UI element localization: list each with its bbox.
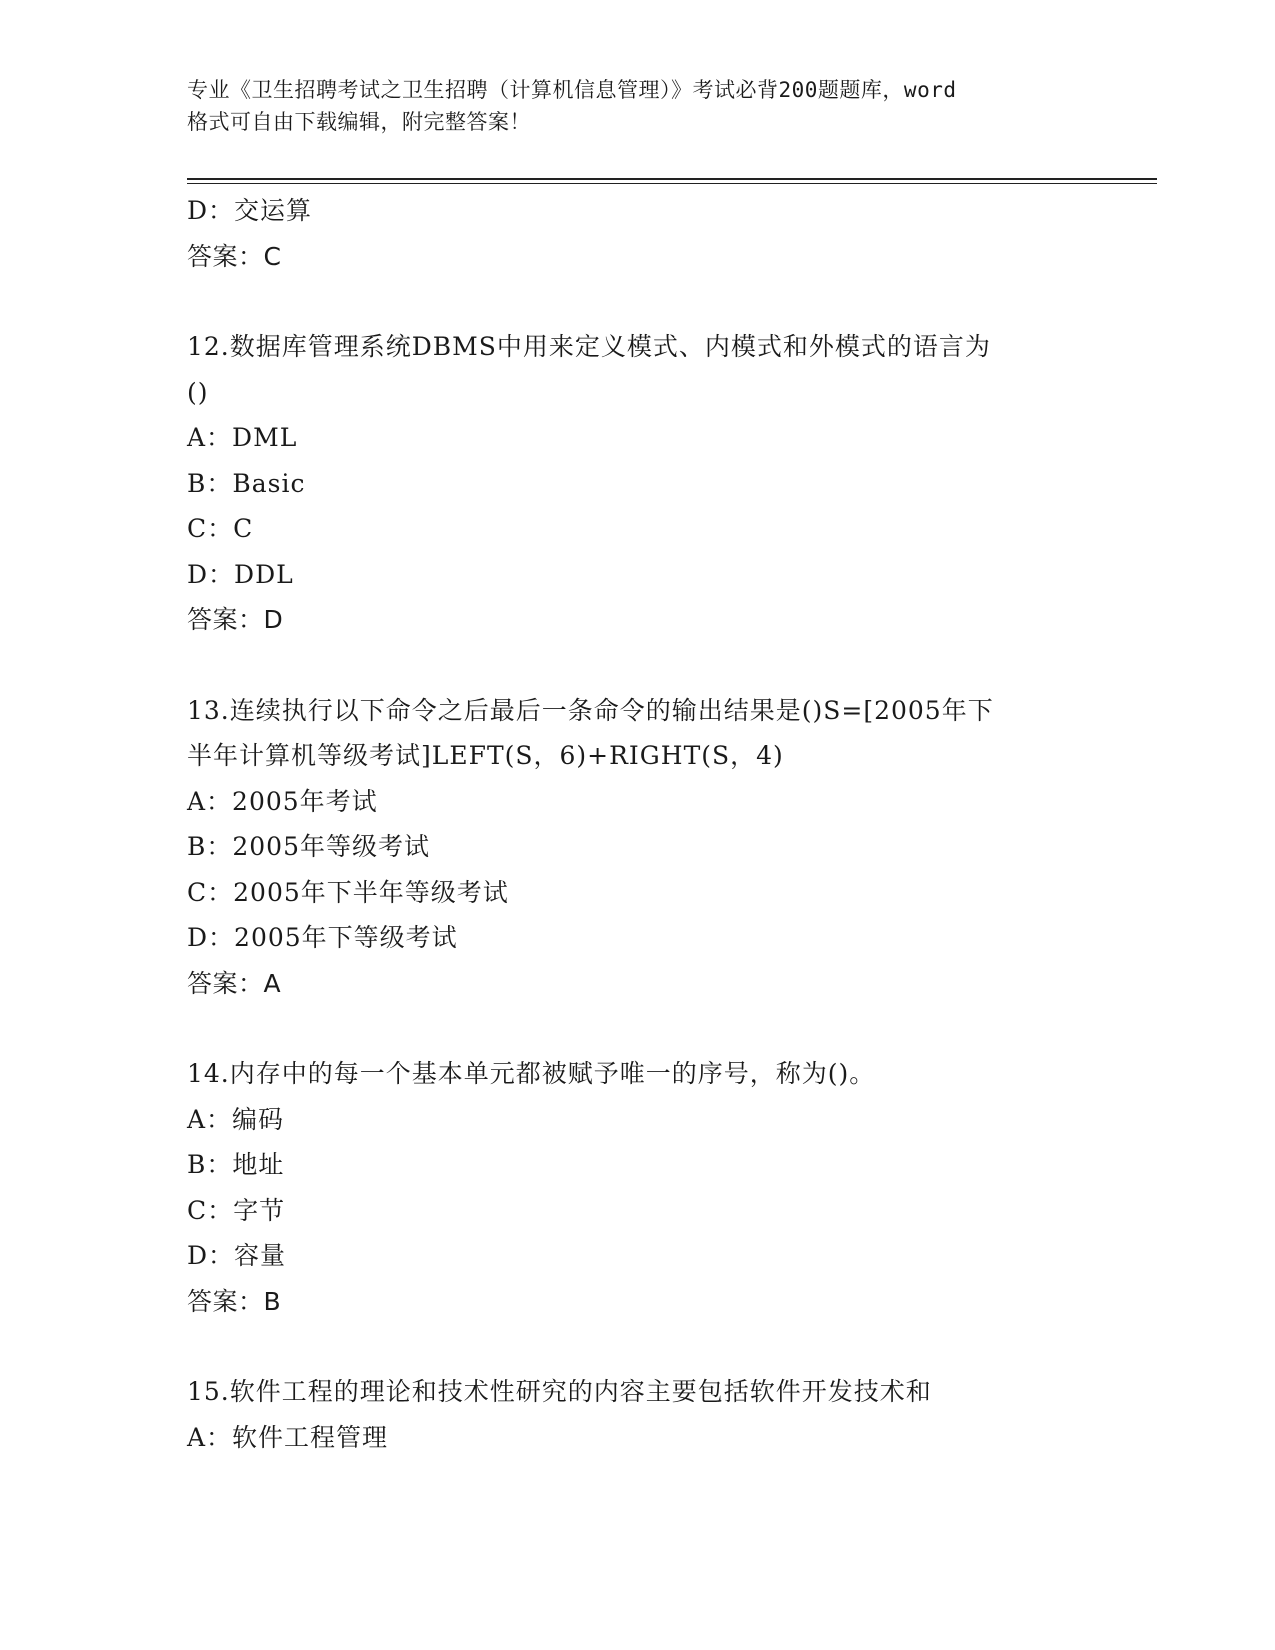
answer-label: 答案：D bbox=[187, 605, 284, 634]
question-stem: 14.内存中的每一个基本单元都被赋予唯一的序号，称为()。 bbox=[187, 1059, 876, 1088]
option-a: A：DML bbox=[187, 423, 298, 452]
option-d: D：交运算 bbox=[187, 196, 313, 225]
question-13 bbox=[187, 688, 1087, 1007]
question-12 bbox=[187, 324, 1087, 643]
question-stem: 13.连续执行以下命令之后最后一条命令的输出结果是()S=[2005年下 bbox=[187, 695, 994, 725]
option-b: B：2005年等级考试 bbox=[187, 832, 430, 861]
option-d: D：容量 bbox=[187, 1241, 287, 1270]
question-stem-continued: () bbox=[187, 377, 209, 407]
header-title-line-2: 格式可自由下载编辑，附完整答案！ bbox=[187, 110, 531, 134]
option-c: C：C bbox=[187, 514, 254, 543]
answer-label: 答案：B bbox=[187, 1286, 282, 1316]
option-b: B：地址 bbox=[187, 1150, 285, 1179]
document-header bbox=[187, 74, 1087, 138]
option-b: B：Basic bbox=[187, 468, 306, 498]
question-15 bbox=[187, 1369, 1087, 1460]
option-a: A：软件工程管理 bbox=[187, 1422, 389, 1452]
option-c: C：字节 bbox=[187, 1195, 286, 1225]
question-stem: 15.软件工程的理论和技术性研究的内容主要包括软件开发技术和 bbox=[187, 1377, 932, 1406]
answer-label: 答案：C bbox=[187, 241, 282, 271]
previous-question-tail bbox=[187, 188, 1087, 279]
header-divider bbox=[187, 178, 1157, 184]
option-d: D：DDL bbox=[187, 559, 294, 589]
option-a: A：编码 bbox=[187, 1104, 285, 1134]
question-list bbox=[187, 188, 1087, 1460]
answer-label: 答案：A bbox=[187, 968, 282, 998]
question-stem-continued: 半年计算机等级考试]LEFT(S，6)+RIGHT(S，4) bbox=[187, 741, 784, 770]
option-d: D：2005年下等级考试 bbox=[187, 923, 458, 952]
question-14 bbox=[187, 1051, 1087, 1324]
option-c: C：2005年下半年等级考试 bbox=[187, 877, 509, 907]
option-a: A：2005年考试 bbox=[187, 786, 378, 816]
question-stem: 12.数据库管理系统DBMS中用来定义模式、内模式和外模式的语言为 bbox=[187, 332, 991, 361]
header-title-line-1: 专业《卫生招聘考试之卫生招聘（计算机信息管理）》考试必背200题题库，word bbox=[187, 78, 957, 102]
